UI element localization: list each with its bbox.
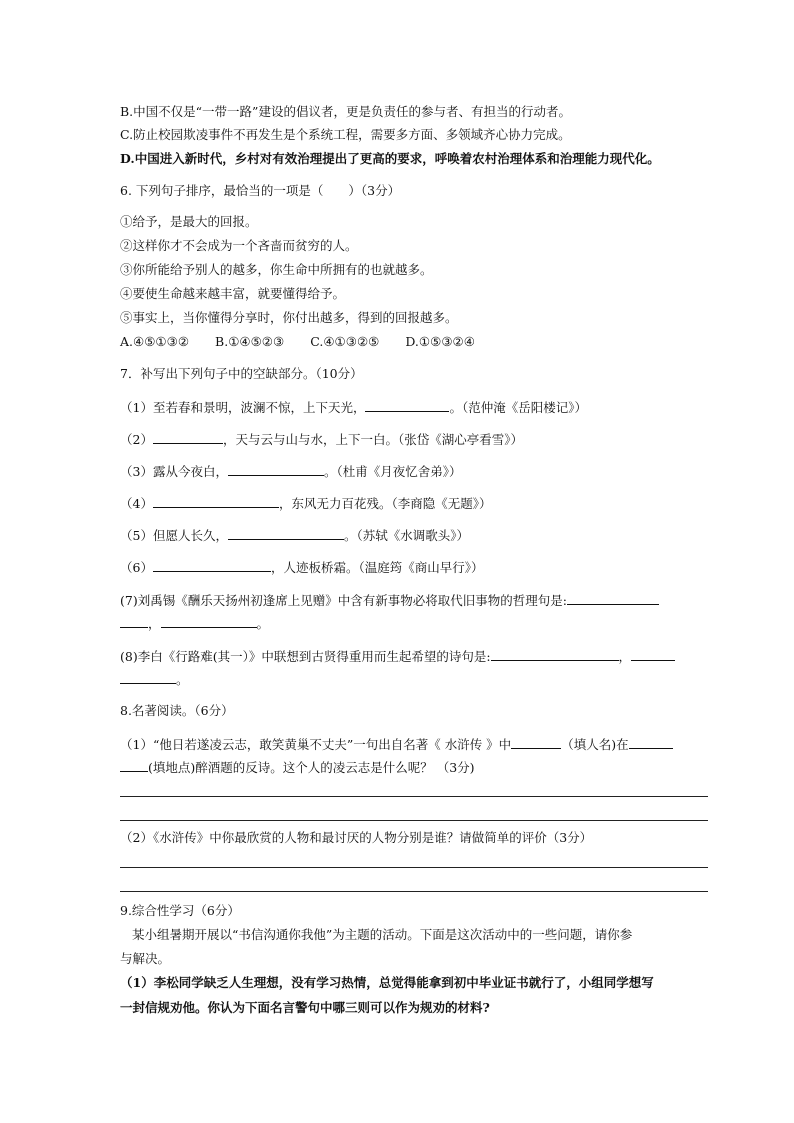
q7-item-1: （1）至若春和景明，波澜不惊，上下天光， 。（范仲淹《岳阳楼记》） — [120, 400, 587, 415]
q8-title: 8.名著阅读。（6分） — [120, 703, 234, 718]
q9-item-1: （1）李松同学缺乏人生理想，没有学习热情，总觉得能拿到初中毕业证书就行了，小组同学想写 — [120, 975, 654, 990]
q7-blank-7b[interactable] — [120, 615, 148, 628]
q6-item-5: ⑤事实上，当你懂得分享时，你付出越多，得到的回报越多。 — [120, 310, 458, 325]
q9-intro: 某小组暑期开展以“书信沟通你我他”为主题的活动。下面是这次活动中的一些问题，请你参 — [132, 927, 633, 942]
q6-option-d: D.①⑤③②④ — [405, 334, 475, 349]
q6-option-a: A.④⑤①③② — [120, 334, 190, 349]
q7-blank-6[interactable] — [153, 559, 271, 572]
q7-blank-8b[interactable] — [631, 648, 675, 661]
q7-item-4: （4） ，东风无力百花残。（李商隐《无题》） — [120, 496, 492, 511]
q7-blank-5[interactable] — [228, 527, 344, 540]
q8-item-2: （2）《水浒传》中你最欣赏的人物和最讨厌的人物分别是谁？请做简单的评价（3分） — [120, 830, 593, 845]
q9-intro-cont: 与解决。 — [120, 951, 171, 966]
q7-item-6: （6） ，人迹板桥霜。（温庭筠《商山早行》） — [120, 560, 484, 575]
q6-item-3: ③你所能给予别人的越多，你生命中所拥有的也就越多。 — [120, 262, 433, 277]
q7-blank-7c[interactable] — [161, 615, 257, 628]
q6-option-c: C.④①③②⑤ — [310, 334, 380, 349]
option-d-line: D.中国进入新时代，乡村对有效治理提出了更高的要求，呼唤着农村治理体系和治理能力现代化。 — [120, 151, 660, 166]
q8-item-1: （1）“他日若遂凌云志，敢笑黄巢不丈夫”一句出自名著《 水浒传 》中 （填人名)在 — [120, 736, 673, 753]
q7-item-5: （5）但愿人长久， 。（苏轼《水调歌头》） — [120, 528, 469, 543]
q7-blank-4[interactable] — [153, 495, 279, 508]
q7-item-2: （2） ，天与云与山与水，上下一白。（张岱《湖心亭看雪》） — [120, 432, 523, 447]
q7-blank-3[interactable] — [228, 463, 324, 476]
q6-options — [120, 334, 475, 350]
q7-blank-1[interactable] — [365, 399, 449, 412]
q7-blank-7a[interactable] — [567, 592, 659, 605]
q7-item-8-cont: 。 — [120, 671, 189, 688]
q9-item-1-cont: 一封信规劝他。你认为下面名言警句中哪三则可以作为规劝的材料? — [120, 1000, 490, 1015]
q7-title: 7．补写出下列句子中的空缺部分。（10分） — [120, 366, 363, 381]
q6-item-2: ②这样你才不会成为一个吝啬而贫穷的人。 — [120, 238, 358, 253]
q8-blank-place-b[interactable] — [120, 759, 148, 772]
q6-item-1: ①给予，是最大的回报。 — [120, 214, 258, 229]
q8-blank-place-a[interactable] — [629, 736, 673, 749]
q7-item-8: (8)李白《行路难(其一）》中联想到古贤得重用而生起希望的诗句是: ， — [120, 648, 675, 665]
q6-item-4: ④要使生命越来越丰富，就要懂得给予。 — [120, 286, 346, 301]
q7-blank-8a[interactable] — [491, 648, 619, 661]
q7-item-7-cont: ， 。 — [120, 615, 269, 632]
q7-blank-8c[interactable] — [120, 671, 176, 684]
q7-blank-2[interactable] — [153, 431, 223, 444]
q7-item-7: (7)刘禹锡《酬乐天扬州初逢席上见赠》中含有新事物必将取代旧事物的哲理句是: — [120, 592, 659, 609]
q7-item-3: （3）露从今夜白， 。（杜甫《月夜忆舍弟》） — [120, 464, 462, 479]
q6-option-b: B.①④⑤②③ — [215, 334, 285, 349]
q8-item-1-cont: (填地点)醉酒题的反诗。这个人的凌云志是什么呢？ （3分) — [120, 759, 475, 776]
answer-line[interactable] — [120, 891, 708, 892]
option-c-line: C.防止校园欺凌事件不再发生是个系统工程，需要多方面、多领域齐心协力完成。 — [120, 127, 571, 142]
answer-line[interactable] — [120, 820, 708, 821]
q6-title: 6. 下列句子排序，最恰当的一项是（ ）（3分） — [120, 183, 401, 198]
answer-line[interactable] — [120, 796, 708, 797]
q9-title: 9.综合性学习（6分） — [120, 903, 240, 918]
option-b-line: B.中国不仅是“一带一路”建设的倡议者，更是负责任的参与者、有担当的行动者。 — [120, 104, 571, 119]
q8-blank-name[interactable] — [511, 736, 561, 749]
answer-line[interactable] — [120, 867, 708, 868]
